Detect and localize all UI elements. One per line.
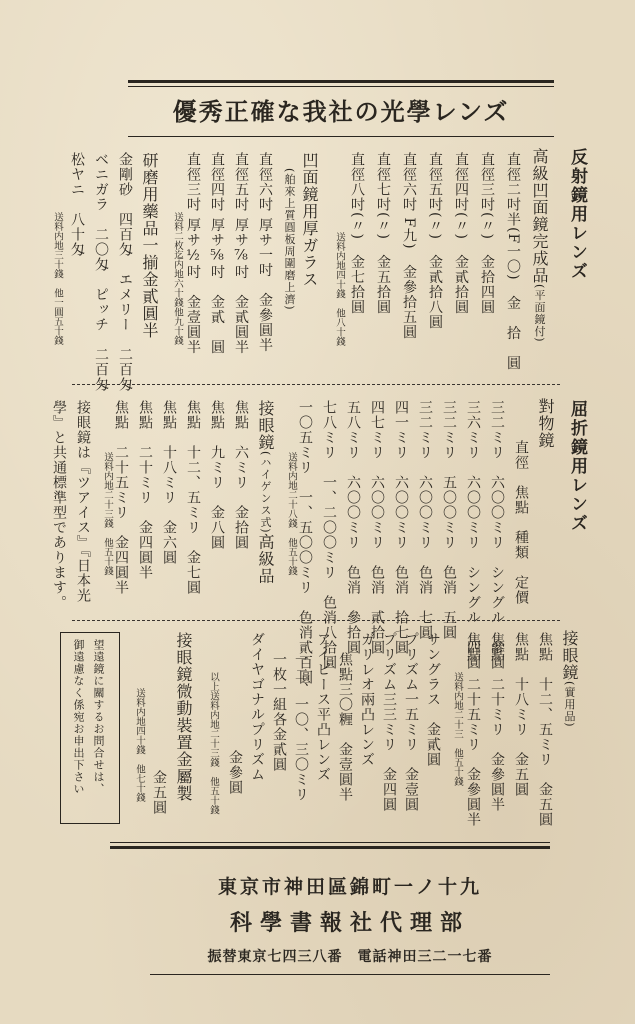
micro-postage: 送料内地四十錢 他七十錢 <box>134 688 145 802</box>
objective-row: 一〇五ミリ 一、五〇〇ミリ 色消貳百圓 <box>297 400 313 685</box>
inquiry-line: 御遠慮なく係宛お申出下さい <box>72 639 85 795</box>
polish-row: 松ヤニ 八十匁 <box>69 152 85 257</box>
practical-row: 焦點 十二、五ミリ 金五圓 <box>537 632 553 827</box>
reflector-postage: 送料内地四十錢 他八十錢 <box>334 232 345 346</box>
glass-note: (舶來上質圓板周圍磨上濟) <box>283 168 296 311</box>
practical-row: 焦點 十八ミリ 金五圓 <box>513 632 529 797</box>
section-divider <box>72 384 560 385</box>
reflector-row: 直徑六吋 F九) 金參拾五圓 <box>401 152 417 340</box>
accessory-item: 金參圓 <box>227 750 243 795</box>
objective-row: 五八ミリ 六〇〇ミリ 色消 參拾圓 <box>345 400 361 655</box>
eyepiece-header: 接眼鏡(ハイゲンス式)高級品 <box>256 400 275 585</box>
objective-row: 三二ミリ 六〇〇ミリ シングル 參圓 <box>489 400 505 670</box>
accessory-item: アイピース平凸レンズ <box>315 632 331 782</box>
accessory-item: 焦點三〇糎 金壹圓半 <box>337 652 353 802</box>
footer-rule-thick <box>110 846 550 849</box>
reflector-row: 直徑七吋(〃) 金五拾圓 <box>375 152 391 315</box>
footer-company: 科學書報社代理部 <box>229 911 470 936</box>
micro-price: 金五圓 <box>151 770 167 815</box>
accessory-item: 一二、一〇、三〇ミリ <box>293 652 309 802</box>
polish-postage: 送料内地三十錢 他一圓五十錢 <box>52 212 63 345</box>
page-title: 優秀正確な我社の光學レンズ <box>172 98 510 126</box>
reflector-row: 直徑二吋半(F一〇) 金 拾 圓 <box>505 152 521 371</box>
inquiry-line: 望遠鏡に關するお問合せは、 <box>92 639 105 795</box>
accessory-item: サングラス 金貳圓 <box>425 632 441 767</box>
eyepiece-row: 焦點 十二、五ミリ 金七圓 <box>185 400 201 595</box>
practical-row: 焦點 二十ミリ 金參圓半 <box>489 632 505 812</box>
practical-postage: 送料内地二十三 他五十錢 <box>452 672 463 786</box>
glass-row: 直徑五吋 厚サ⅞吋 金貳圓半 <box>233 152 249 355</box>
reflector-row: 直徑三吋(〃) 金拾四圓 <box>479 152 495 315</box>
eyepiece-row: 焦點 十八ミリ 金六圓 <box>161 400 177 565</box>
top-rule-thin <box>128 86 554 87</box>
accessory-postage: 以上送料内地二十三錢 他五十錢 <box>208 672 219 815</box>
eyepiece-row: 焦點 二十五ミリ 金四圓半 <box>113 400 129 595</box>
section-divider <box>72 620 560 621</box>
polish-row: ベニガラ 二〇匁 ピッチ 二百匁 <box>93 152 109 392</box>
objective-row: 三二ミリ 六〇〇ミリ 色消 七圓 <box>417 400 433 640</box>
notice-line: 學』と共通標準型であります。 <box>51 400 67 610</box>
accessory-item: 一枚一組各金貳圓 <box>271 652 287 772</box>
micro-header: 接眼鏡微動裝置金屬製 <box>174 632 193 802</box>
footer-address: 東京市神田區錦町一ノ十九 <box>217 876 482 898</box>
objective-row: 三二ミリ 五〇〇ミリ 色消 五圓 <box>441 400 457 640</box>
accessory-item: ダイヤゴナルプリズム <box>249 632 265 782</box>
bottom-rule <box>150 974 550 975</box>
title-rule <box>128 136 554 137</box>
objective-row: 四七ミリ 六〇〇ミリ 色消 貳拾圓 <box>369 400 385 655</box>
eyepiece-postage: 送料内地二十三錢 他五十錢 <box>102 452 113 576</box>
footer-phone: 振替東京七四三八番 電話神田三二一七番 <box>207 949 493 965</box>
glass-row: 直徑六吋 厚サ一吋 金參圓半 <box>257 152 273 353</box>
objective-postage: 送料内地二十八錢 他五十錢 <box>286 452 297 576</box>
eyepiece-row: 焦點 二十ミリ 金四圓半 <box>137 400 153 580</box>
glass-header: 凹面鏡用厚ガラス <box>300 152 319 288</box>
objective-row: 四一ミリ 六〇〇ミリ 色消 拾七圓 <box>393 400 409 655</box>
inquiry-box <box>60 632 120 824</box>
glass-row: 直徑三吋 厚サ½吋 金壹圓半 <box>185 152 201 355</box>
objective-row: 三六ミリ 六〇〇ミリ シングル 四圓 <box>465 400 481 670</box>
polish-header: 研磨用藥品一揃金貳圓半 <box>140 152 159 339</box>
reflector-row: 直徑四吋(〃) 金貳拾圓 <box>453 152 469 315</box>
eyepiece-row: 焦點 六ミリ 金拾圓 <box>233 400 249 550</box>
accessory-item: ガリレオ兩凸レンズ <box>359 632 375 767</box>
reflector-header: 反射鏡用レンズ <box>567 148 587 281</box>
objective-row: 七八ミリ 一、二〇〇ミリ 色消八拾圓 <box>321 400 337 670</box>
glass-row: 直徑四吋 厚サ⅝吋 金貳 圓 <box>209 152 225 355</box>
polish-row: 金剛砂 四百匁 エメリー 二百匁 <box>117 152 133 392</box>
refractor-header: 屈折鏡用レンズ <box>567 400 587 533</box>
accessory-item: プリズム三三ミリ 金四圓 <box>381 632 397 812</box>
accessory-item: プリズム一五ミリ 金壹圓 <box>403 632 419 812</box>
reflector-row: 直徑八吋(〃) 金七拾圓 <box>349 152 365 315</box>
reflector-sub: 高級凹面鏡完成品(平面鏡付) <box>530 148 549 343</box>
objective-cols: 直徑 焦點 種類 定價 <box>513 440 529 605</box>
eyepiece-row: 焦點 九ミリ 金八圓 <box>209 400 225 550</box>
footer-rule <box>110 842 550 843</box>
practical-row: 焦點 二十五ミリ 金參圓半 <box>465 632 481 827</box>
reflector-row: 直徑五吋(〃) 金貳拾八圓 <box>427 152 443 330</box>
objective-header: 對物鏡 <box>536 398 555 449</box>
practical-header: 接眼鏡(實用品) <box>560 630 579 728</box>
notice-line: 接眼鏡は『ツアイス』『日本光 <box>75 400 91 603</box>
glass-postage: 送料二枚迄内地六十錢他九十錢 <box>172 212 183 345</box>
top-rule <box>128 80 554 83</box>
